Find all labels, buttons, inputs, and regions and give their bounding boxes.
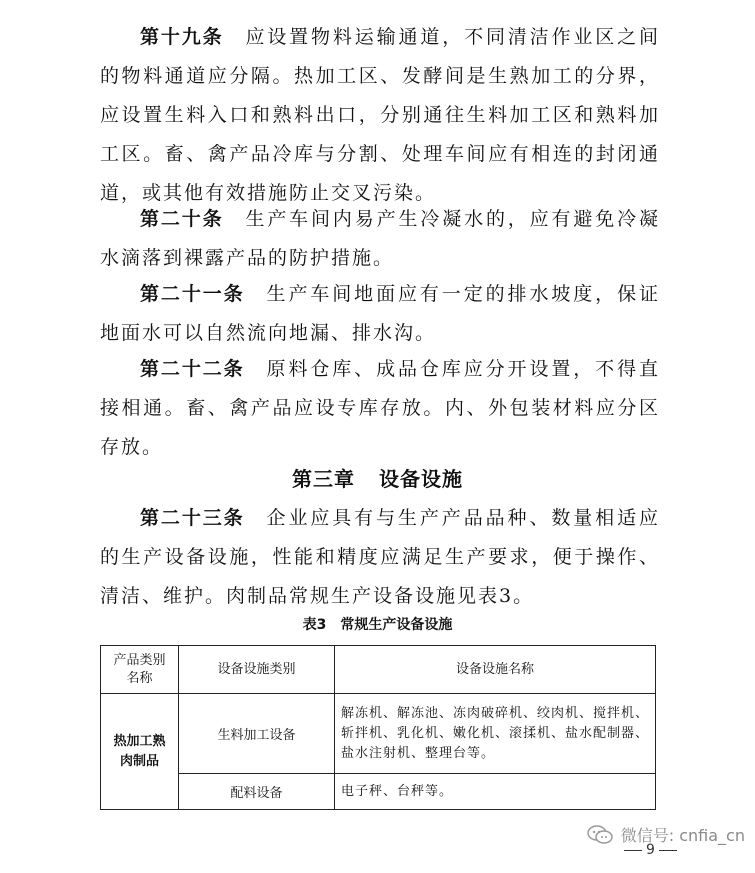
chapter-heading	[0, 463, 755, 492]
header-names: 设备设施名称	[335, 646, 656, 694]
equipment-table	[100, 645, 656, 810]
table-row	[101, 694, 656, 774]
chapter-title: 设备设施	[379, 467, 463, 491]
header-type: 设备设施类别	[179, 646, 335, 694]
table-caption-number: 表3	[302, 617, 327, 633]
article-text: 企业应具有与生产产品品种、数量相适应的生产设备设施，性能和精度应满足生产要求，便于操作、清洁、维护。肉制品常规生产设备设施见表3。	[100, 507, 660, 607]
article-22	[100, 350, 660, 467]
article-text: 原料仓库、成品仓库应分开设置，不得直接相通。畜、禽产品应设专库存放。内、外包装材料应分区存放。	[100, 358, 660, 458]
table-caption	[0, 614, 755, 634]
type-cell: 配料设备	[179, 774, 335, 810]
names-cell: 解冻机、解冻池、冻肉破碎机、绞肉机、搅拌机、斩拌机、乳化机、嫩化机、滚揉机、盐水配制器、盐水注射机、整理台等。	[335, 694, 656, 774]
article-text: 生产车间地面应有一定的排水坡度，保证地面水可以自然流向地漏、排水沟。	[100, 283, 660, 344]
article-text: 应设置物料运输通道，不同清洁作业区之间的物料通道应分隔。热加工区、发酵间是生熟加工的分界，应设置生料入口和熟料出口，分别通往生料加工区和熟料加工区。畜、禽产品冷库与分割、处理车间应有相连的封闭通道，或其他有效措施防止交叉污染。	[100, 26, 660, 204]
watermark-text: 微信号: cnfia_cn	[620, 826, 745, 845]
wechat-icon	[587, 825, 613, 845]
article-label: 第二十三条	[140, 507, 245, 529]
names-cell: 电子秤、台秤等。	[335, 774, 656, 810]
article-text: 生产车间内易产生冷凝水的，应有避免冷凝水滴落到裸露产品的防护措施。	[100, 208, 660, 269]
chapter-number: 第三章	[292, 467, 355, 491]
article-20	[100, 200, 660, 278]
article-label: 第二十一条	[140, 283, 245, 305]
article-19	[100, 18, 660, 213]
article-label: 第二十条	[140, 208, 224, 230]
article-label: 第二十二条	[140, 358, 245, 380]
category-cell: 热加工熟肉制品	[101, 694, 179, 810]
article-label: 第十九条	[140, 26, 224, 48]
table-caption-title: 常规生产设备设施	[340, 617, 453, 633]
type-cell: 生料加工设备	[179, 694, 335, 774]
header-category: 产品类别名称	[101, 646, 179, 694]
page-number: 9	[620, 842, 681, 858]
table-row	[101, 774, 656, 810]
article-23	[100, 499, 660, 616]
article-21	[100, 275, 660, 353]
